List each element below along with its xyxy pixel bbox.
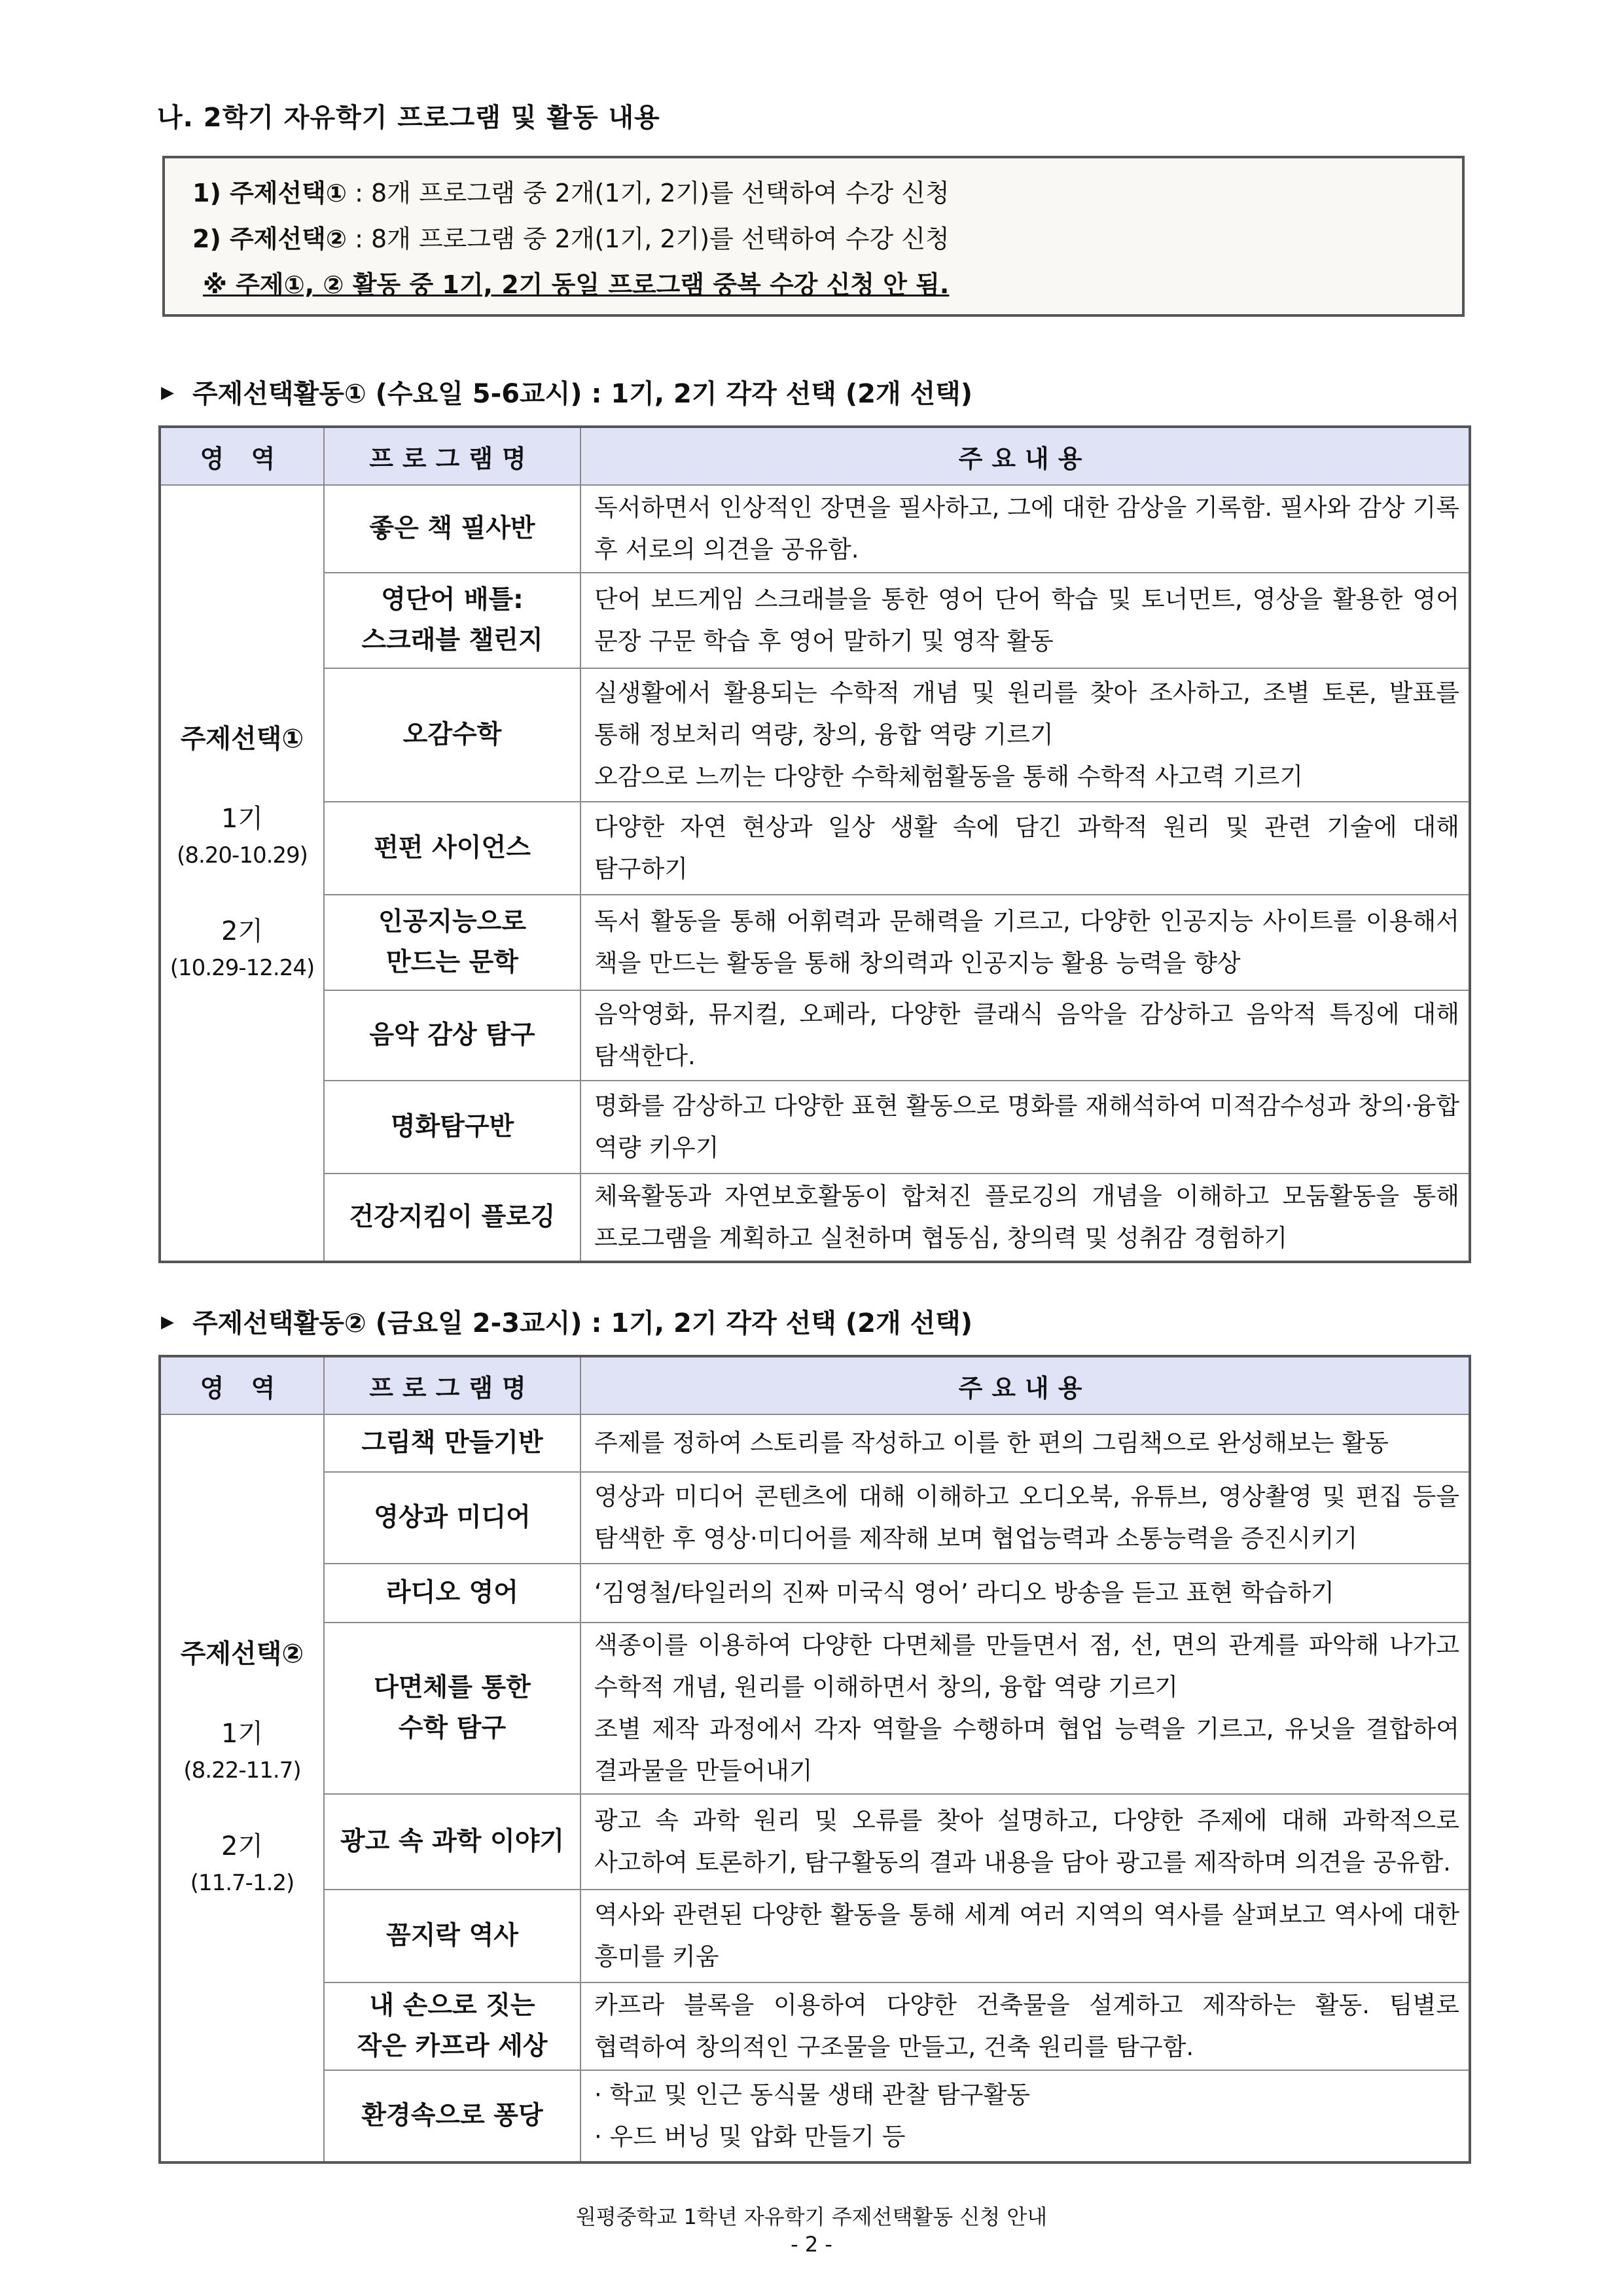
notice-label-1: 1) 주제선택① [192, 179, 348, 207]
program-name: 만드는 문학 [386, 948, 518, 977]
activity2-heading [161, 1302, 972, 1340]
table-header-row [160, 1357, 1469, 1414]
program-name: 다면체를 통한 [374, 1673, 531, 1702]
program-name: 꼼지락 역사 [386, 1921, 518, 1950]
program-name-cell [324, 1081, 580, 1174]
program-name-cell [324, 1472, 580, 1564]
program-name: 인공지능으로 [378, 907, 527, 937]
program-description: 카프라 블록을 이용하여 다양한 건축물을 설계하고 제작하는 활동. 팀별로 협력하여 창의적인 구조물을 만들고, 건축 원리를 탐구함. [594, 1991, 1459, 2061]
table-row [160, 802, 1469, 895]
table-row [160, 1982, 1469, 2070]
table-row [160, 1794, 1469, 1890]
notice-text-2: : 8개 프로그램 중 2개(1기, 2기)를 선택하여 수강 신청 [347, 224, 950, 253]
program-description: 명화를 감상하고 다양한 표현 활동으로 명화를 재해석하여 미적감수성과 창의·융합 역량 키우기 [594, 1092, 1459, 1162]
program-name: 내 손으로 짓는 [369, 1991, 535, 2020]
program-description: 주제를 정하여 스토리를 작성하고 이를 한 편의 그림책으로 완성해보는 활동 [594, 1429, 1389, 1457]
program-description: 음악영화, 뮤지컬, 오페라, 다양한 클래식 음악을 감상하고 음악적 특징에 대해 탐색한다. [594, 1000, 1459, 1070]
program-description: · 우드 버닝 및 압화 만들기 등 [594, 2123, 906, 2151]
header-program: 프로그램명 [324, 1357, 580, 1414]
program-description: 광고 속 과학 원리 및 오류를 찾아 설명하고, 다양한 주제에 대해 과학적으로 사고하여 토론하기, 탐구활동의 결과 내용을 담아 광고를 제작하며 의견을 공유함. [594, 1806, 1459, 1876]
table-header-row [160, 427, 1469, 485]
table-row [160, 485, 1469, 573]
term1-dates: (8.20-10.29) [177, 842, 308, 869]
program-name: 건강지킴이 플로깅 [349, 1202, 556, 1232]
program-name-cell [324, 573, 580, 668]
program-name-cell [324, 1623, 580, 1794]
program-description-cell [580, 2070, 1469, 2162]
notice-line-2 [192, 216, 1462, 262]
program-description: 독서하면서 인상적인 장면을 필사하고, 그에 대한 감상을 기록함. 필사와 감상 기록 후 서로의 의견을 공유함. [594, 493, 1459, 564]
activity1-heading-text: 주제선택활동① (수요일 5-6교시) : 1기, 2기 각각 선택 (2개 선택) [192, 379, 973, 409]
program-name: 영상과 미디어 [374, 1503, 531, 1532]
program-name-cell [324, 485, 580, 573]
triangle-bullet-icon: ▶ [161, 383, 174, 403]
program-name: 스크래블 챌린지 [361, 626, 543, 655]
program-description-cell [580, 1414, 1469, 1472]
program-description: 다양한 자연 현상과 일상 생활 속에 담긴 과학적 원리 및 관련 기술에 대해 탐구하기 [594, 813, 1459, 883]
program-name-cell [324, 1564, 580, 1623]
program-description: 체육활동과 자연보호활동이 합쳐진 플로깅의 개념을 이해하고 모둠활동을 통해 프로그램을 계획하고 실천하며 협동심, 창의력 및 성취감 경험하기 [594, 1182, 1459, 1252]
program-description-cell [580, 1623, 1469, 1794]
section-title: 나. 2학기 자유학기 프로그램 및 활동 내용 [157, 103, 660, 133]
table-row [160, 895, 1469, 990]
activity1-table [160, 427, 1470, 1262]
notice-box [162, 156, 1465, 317]
program-description: 실생활에서 활용되는 수학적 개념 및 원리를 찾아 조사하고, 조별 토론, 발표를 통해 정보처리 역량, 창의, 융합 역량 기르기 [594, 679, 1459, 749]
program-name-cell [324, 1982, 580, 2070]
term1-dates: (8.22-11.7) [183, 1757, 301, 1784]
term1-label: 1기 [221, 804, 264, 834]
program-name: 라디오 영어 [386, 1578, 518, 1607]
footer-title: 원평중학교 1학년 자유학기 주제선택활동 신청 안내 [575, 2204, 1048, 2229]
program-description: 역사와 관련된 다양한 활동을 통해 세계 여러 지역의 역사를 살펴보고 역사에 대한 흥미를 키움 [594, 1901, 1459, 1971]
program-description: ‘김영철/타일러의 진짜 미국식 영어’ 라디오 방송을 듣고 표현 학습하기 [594, 1579, 1334, 1607]
program-description: 오감으로 느끼는 다양한 수학체험활동을 통해 수학적 사고력 기르기 [594, 762, 1304, 791]
notice-label-2: 2) 주제선택② [192, 224, 348, 253]
header-area: 영 역 [160, 427, 324, 485]
program-description-cell [580, 573, 1469, 668]
area-title: 주제선택② [180, 1639, 304, 1669]
program-description-cell [580, 802, 1469, 895]
table-row [160, 1414, 1469, 1472]
program-name-cell [324, 1890, 580, 1982]
program-description: 독서 활동을 통해 어휘력과 문해력을 기르고, 다양한 인공지능 사이트를 이용해서 책을 만드는 활동을 통해 창의력과 인공지능 활용 능력을 향상 [594, 907, 1459, 977]
program-name: 수학 탐구 [398, 1713, 507, 1743]
header-content: 주요내용 [580, 427, 1469, 485]
program-description-cell [580, 485, 1469, 573]
program-description-cell [580, 1564, 1469, 1623]
program-name: 펀펀 사이언스 [374, 833, 531, 863]
program-name: 환경속으로 퐁당 [361, 2101, 543, 2130]
activity1-heading [161, 373, 972, 410]
program-name: 좋은 책 필사반 [369, 514, 535, 543]
table-row [160, 1472, 1469, 1564]
term2-dates: (10.29-12.24) [169, 955, 315, 981]
program-description: 조별 제작 과정에서 각자 역할을 수행하며 협업 능력을 기르고, 유닛을 결합하여 결과물을 만들어내기 [594, 1715, 1459, 1785]
program-name: 오감수학 [402, 720, 502, 749]
area-cell [160, 485, 324, 1261]
program-name-cell [324, 990, 580, 1081]
table-row [160, 1081, 1469, 1174]
program-description-cell [580, 990, 1469, 1081]
table-row [160, 990, 1469, 1081]
program-name: 작은 카프라 세상 [357, 2032, 548, 2061]
program-description-cell [580, 1982, 1469, 2070]
program-description: 영상과 미디어 콘텐츠에 대해 이해하고 오디오북, 유튜브, 영상촬영 및 편집 등을 탐색한 후 영상·미디어를 제작해 보며 협업능력과 소통능력을 증진시키기 [594, 1482, 1459, 1552]
program-description-cell [580, 1794, 1469, 1890]
program-name: 그림책 만들기반 [361, 1428, 543, 1458]
program-description-cell [580, 1472, 1469, 1564]
header-area: 영 역 [160, 1357, 324, 1414]
triangle-bullet-icon: ▶ [161, 1312, 174, 1332]
table-row [160, 668, 1469, 802]
table-row [160, 573, 1469, 668]
program-name-cell [324, 1414, 580, 1472]
program-name: 명화탐구반 [390, 1112, 514, 1141]
program-name-cell [324, 1794, 580, 1890]
program-name-cell [324, 1174, 580, 1261]
program-description: 단어 보드게임 스크래블을 통한 영어 단어 학습 및 토너먼트, 영상을 활용한 영어 문장 구문 학습 후 영어 말하기 및 영작 활동 [594, 585, 1459, 655]
table-row [160, 1623, 1469, 1794]
program-name-cell [324, 668, 580, 802]
program-name: 음악 감상 탐구 [369, 1020, 535, 1050]
program-name: 영단어 배틀: [381, 585, 524, 615]
program-name-cell [324, 895, 580, 990]
table-row [160, 1564, 1469, 1623]
program-description: 색종이를 이용하여 다양한 다면체를 만들면서 점, 선, 면의 관계를 파악해 나가고 수학적 개념, 원리를 이해하면서 창의, 융합 역량 기르기 [594, 1631, 1459, 1701]
notice-text-1: : 8개 프로그램 중 2개(1기, 2기)를 선택하여 수강 신청 [347, 179, 950, 207]
term2-label: 2기 [221, 916, 264, 946]
table-row [160, 1174, 1469, 1261]
term2-label: 2기 [221, 1831, 264, 1861]
area-cell [160, 1414, 324, 2162]
table-row [160, 1890, 1469, 1982]
activity2-heading-text: 주제선택활동② (금요일 2-3교시) : 1기, 2기 각각 선택 (2개 선택) [192, 1308, 973, 1338]
area-title: 주제선택① [180, 724, 304, 754]
program-name: 광고 속 과학 이야기 [340, 1827, 565, 1856]
program-description: · 학교 및 인근 동식물 생태 관찰 탐구활동 [594, 2081, 1030, 2109]
header-program: 프로그램명 [324, 427, 580, 485]
program-description-cell [580, 1174, 1469, 1261]
notice-line-1 [192, 170, 1462, 216]
activity2-table [160, 1356, 1470, 2162]
term1-label: 1기 [221, 1719, 264, 1749]
table-row [160, 2070, 1469, 2162]
page-number: - 2 - [791, 2232, 832, 2257]
term2-dates: (11.7-1.2) [190, 1870, 294, 1896]
program-description-cell [580, 1081, 1469, 1174]
header-content: 주요내용 [580, 1357, 1469, 1414]
program-description-cell [580, 668, 1469, 802]
program-description-cell [580, 895, 1469, 990]
notice-warning: ※ 주제①, ② 활동 중 1기, 2기 동일 프로그램 중복 수강 신청 안 됨. [203, 270, 950, 299]
program-name-cell [324, 802, 580, 895]
program-description-cell [580, 1890, 1469, 1982]
program-name-cell [324, 2070, 580, 2162]
